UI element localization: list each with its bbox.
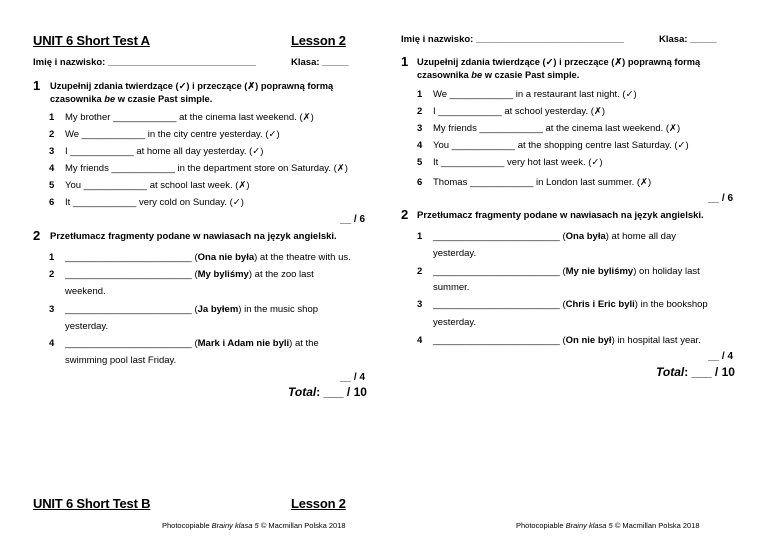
instruction-line-2-post: w czasie Past simple. <box>115 94 213 104</box>
polish-hint: Mark i Adam nie byli <box>197 338 290 349</box>
translation-item: ________________________ (Ja byłem) in the music shop <box>65 304 319 315</box>
name-field: Imię i nazwisko: ____________________________ <box>401 34 624 45</box>
footer-book: Brainy klasa 5 <box>211 521 259 530</box>
section-2-score: __ / 4 <box>340 372 366 383</box>
total-label: Total <box>656 365 685 379</box>
total-score <box>656 365 735 379</box>
item-number: 4 <box>49 163 55 174</box>
footer-pre: Photocopiable <box>162 521 212 530</box>
instruction-line-1: Uzupełnij zdania twierdzące (✓) i przeczące (✗) poprawną formą <box>417 57 701 67</box>
exercise-item: My friends ____________ in the department store on Saturday. (✗) <box>65 163 348 174</box>
item-number: 2 <box>49 129 55 140</box>
item-number: 4 <box>49 338 55 349</box>
instruction-line-1: Uzupełnij zdania twierdzące (✓) i przeczące (✗) poprawną formą <box>50 81 334 91</box>
item-continuation: weekend. <box>65 286 106 297</box>
total-value: : ___ / 10 <box>684 365 735 379</box>
answer-blank: ________________________ <box>65 338 192 349</box>
item-number: 2 <box>49 269 55 280</box>
translation-item: ________________________ (Mark i Adam nie byli) at the <box>65 338 319 349</box>
footer-book: Brainy klasa 5 <box>565 521 613 530</box>
next-test-title: UNIT 6 Short Test B <box>33 496 151 511</box>
answer-blank: ________________________ <box>433 231 560 242</box>
item-number: 3 <box>417 123 423 134</box>
name-field: Imię i nazwisko: ____________________________ <box>33 57 256 68</box>
item-continuation: swimming pool last Friday. <box>65 355 177 366</box>
item-number: 1 <box>417 89 423 100</box>
item-rest: at the zoo last <box>252 269 314 280</box>
item-rest: at the theatre with us. <box>257 252 351 263</box>
polish-hint: Ona nie była <box>197 252 255 263</box>
total-score <box>288 385 367 399</box>
item-rest: at home all day <box>608 231 676 242</box>
answer-blank: ________________________ <box>65 269 192 280</box>
item-number: 2 <box>417 106 423 117</box>
item-number: 1 <box>417 231 423 242</box>
section-1-number: 1 <box>401 54 409 69</box>
polish-hint: My byliśmy <box>197 269 249 280</box>
translation-item: ________________________ (On nie był) in hospital last year. <box>433 335 701 346</box>
footer-pre: Photocopiable <box>516 521 566 530</box>
exercise-item: I ____________ at home all day yesterday. (✓) <box>65 146 264 157</box>
item-number: 5 <box>417 157 423 168</box>
section-2-number: 2 <box>33 228 41 243</box>
item-number: 3 <box>49 146 55 157</box>
translation-item: ________________________ (My nie byliśmy) on holiday last <box>433 266 700 277</box>
exercise-item: We ____________ in the city centre yesterday. (✓) <box>65 129 280 140</box>
section-1-score: __ / 6 <box>340 214 366 225</box>
item-number: 4 <box>417 335 423 346</box>
item-number: 6 <box>417 177 423 188</box>
polish-hint: On nie był <box>565 335 612 346</box>
instruction-line-2-pre: czasownika <box>417 70 472 80</box>
item-number: 3 <box>49 304 55 315</box>
item-number: 1 <box>49 112 55 123</box>
test-title: UNIT 6 Short Test A <box>33 33 150 48</box>
item-continuation: yesterday. <box>433 248 477 259</box>
class-field: Klasa: _____ <box>659 34 717 45</box>
translation-item: ________________________ (Ona nie była) at the theatre with us. <box>65 252 351 263</box>
total-label: Total <box>288 385 317 399</box>
section-2-instruction: Przetłumacz fragmenty podane w nawiasach na język angielski. <box>417 210 704 221</box>
item-continuation: yesterday. <box>433 317 477 328</box>
polish-hint: Ona była <box>565 231 606 242</box>
answer-blank: ________________________ <box>433 299 560 310</box>
item-number: 2 <box>417 266 423 277</box>
instruction-line-2-pre: czasownika <box>50 94 105 104</box>
exercise-item: It ____________ very hot last week. (✓) <box>433 157 603 168</box>
exercise-item: My friends ____________ at the cinema last weekend. (✗) <box>433 123 681 134</box>
exercise-item: You ____________ at the shopping centre last Saturday. (✓) <box>433 140 689 151</box>
exercise-item: I ____________ at school yesterday. (✗) <box>433 106 606 117</box>
lesson-label: Lesson 2 <box>291 33 346 48</box>
item-rest: in the bookshop <box>637 299 708 310</box>
section-1-score: __ / 6 <box>708 193 734 204</box>
answer-blank: ________________________ <box>433 335 560 346</box>
exercise-item: It ____________ very cold on Sunday. (✓) <box>65 197 244 208</box>
section-1-instruction <box>50 80 370 106</box>
item-number: 1 <box>49 252 55 263</box>
polish-hint: Ja byłem <box>197 304 239 315</box>
item-continuation: summer. <box>433 282 470 293</box>
class-field: Klasa: _____ <box>291 57 349 68</box>
total-value: : ___ / 10 <box>316 385 367 399</box>
translation-item: ________________________ (Ona była) at home all day <box>433 231 676 242</box>
item-rest: on holiday last <box>636 266 700 277</box>
polish-hint: My nie byliśmy <box>565 266 634 277</box>
exercise-item: We ____________ in a restaurant last night. (✓) <box>433 89 637 100</box>
section-2-number: 2 <box>401 207 409 222</box>
item-number: 4 <box>417 140 423 151</box>
item-rest: at the <box>292 338 319 349</box>
item-number: 6 <box>49 197 55 208</box>
item-number: 5 <box>49 180 55 191</box>
exercise-item: You ____________ at school last week. (✗) <box>65 180 250 191</box>
section-2-instruction: Przetłumacz fragmenty podane w nawiasach na język angielski. <box>50 231 337 242</box>
next-lesson-label: Lesson 2 <box>291 496 346 511</box>
answer-blank: ________________________ <box>65 304 192 315</box>
section-1-instruction <box>417 56 747 82</box>
footer-copyright <box>162 521 346 530</box>
instruction-line-2-post: w czasie Past simple. <box>482 70 580 80</box>
exercise-item: My brother ____________ at the cinema last weekend. (✗) <box>65 112 314 123</box>
answer-blank: ________________________ <box>65 252 192 263</box>
instruction-verb-be: be <box>104 94 116 104</box>
footer-copyright <box>516 521 700 530</box>
item-continuation: yesterday. <box>65 321 109 332</box>
exercise-item: Thomas ____________ in London last summer. (✗) <box>433 177 652 188</box>
footer-post: © Macmillan Polska 2018 <box>258 521 346 530</box>
translation-item: ________________________ (My byliśmy) at the zoo last <box>65 269 314 280</box>
footer-post: © Macmillan Polska 2018 <box>612 521 700 530</box>
item-rest: in the music shop <box>241 304 319 315</box>
polish-hint: Chris i Eric byli <box>565 299 635 310</box>
answer-blank: ________________________ <box>433 266 560 277</box>
section-2-score: __ / 4 <box>708 351 734 362</box>
translation-item: ________________________ (Chris i Eric byli) in the bookshop <box>433 299 708 310</box>
item-rest: in hospital last year. <box>614 335 701 346</box>
item-number: 3 <box>417 299 423 310</box>
section-1-number: 1 <box>33 78 41 93</box>
instruction-verb-be: be <box>471 70 483 80</box>
